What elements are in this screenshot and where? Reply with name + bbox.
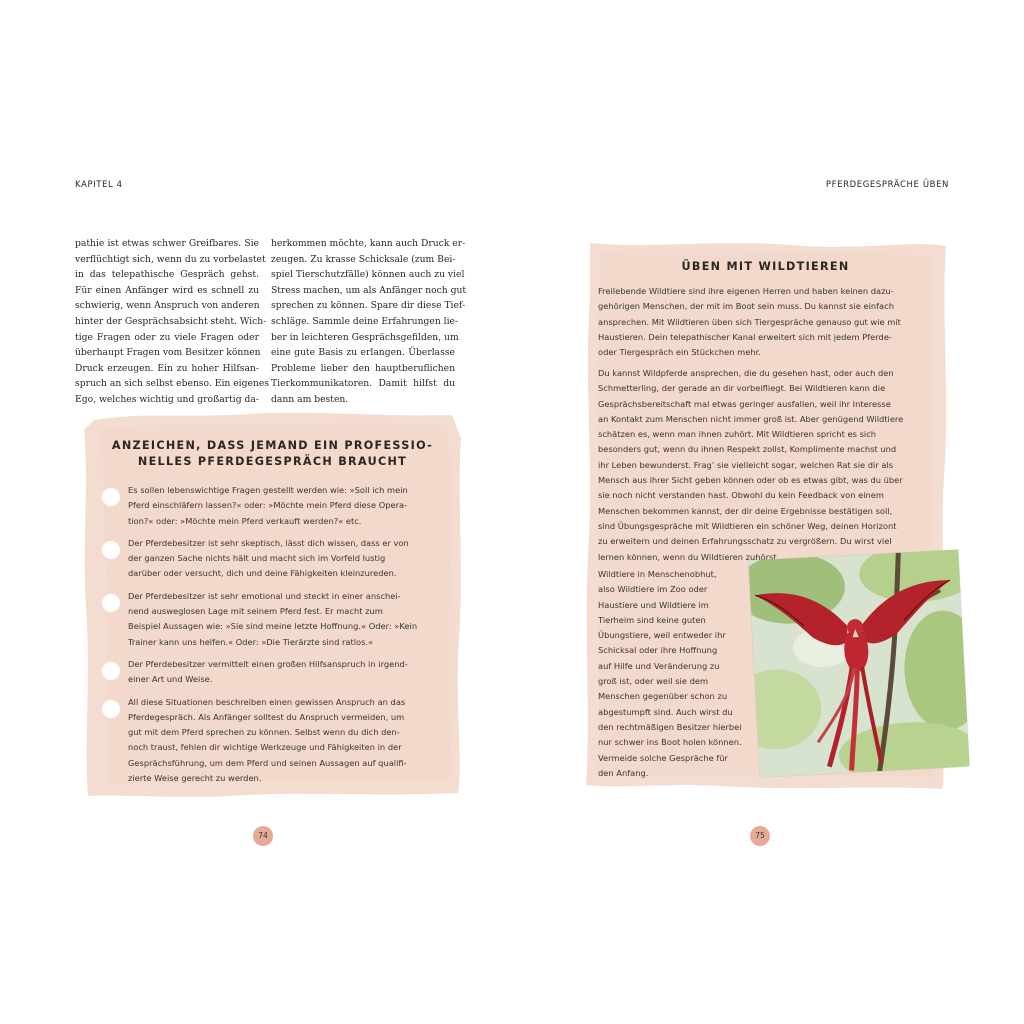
paragraph-2 <box>598 366 938 565</box>
box-title-line-2: NELLES PFERDEGESPRÄCH BRAUCHT <box>137 455 408 468</box>
text-line: hinter der Gesprächsabsicht steht. Wich- <box>75 315 267 327</box>
text-line: den Anfang. <box>598 767 649 778</box>
text-line: zeugen. Zu krasse Schicksale (zum Bei- <box>271 253 456 265</box>
text-line: All diese Situationen beschreiben einen gewissen Anspruch an das <box>128 696 406 707</box>
text-line: ihr Leben bewunderst. Frag’ sie vielleicht sogar, welchen Rat sie dir als <box>598 459 894 470</box>
text-line: Tierkommunikatoren. Damit hilfst du <box>271 378 455 390</box>
text-line: an Kontakt zum Menschen nicht immer groß ist. Aber genügend Wildtiere <box>598 413 904 424</box>
text-line: Übungstiere, weil entweder ihr <box>598 630 726 641</box>
page-number-right: 75 <box>750 826 770 846</box>
text-line: sprechen zu können. Spare dir diese Tief- <box>271 300 466 312</box>
text-line: gut mit dem Pferd sprechen zu können. Selbst wenn du dich den- <box>128 727 400 738</box>
page-number-left: 74 <box>253 826 273 846</box>
text-line: zu erweitern und deinen Erfahrungsschatz zu vergrößern. Du wirst viel <box>598 536 892 547</box>
text-line: nur schwer ins Boot holen können. <box>598 737 742 748</box>
circle-bullet-icon <box>102 700 120 718</box>
text-line: Beispiel Aussagen wie: »Sie sind meine letzte Hoffnung.« Oder: »Kein <box>128 621 418 632</box>
text-line: tion?« oder: »Möchte mein Pferd verkauft werden?« etc. <box>128 515 362 526</box>
text-line: spruch an sich selbst ebenso. Ein eigenes <box>75 378 269 390</box>
checklist-item <box>102 536 452 582</box>
checklist-item <box>102 589 452 650</box>
text-line: Du kannst Wildpferde ansprechen, die du gesehen hast, oder auch den <box>598 368 894 378</box>
text-line: Vermeide solche Gespräche für <box>598 752 728 763</box>
text-line: einer Art und Weise. <box>128 674 213 685</box>
red-parrot-photo <box>748 550 969 778</box>
checklist <box>102 483 452 793</box>
checklist-item <box>102 657 452 688</box>
text-line: Gesprächsführung, um dem Pferd und seinen Aussagen auf qualifi- <box>128 757 407 768</box>
text-line: Der Pferdebesitzer ist sehr skeptisch, lässt dich wissen, dass er von <box>128 537 409 548</box>
text-line: Menschen gegenüber schon zu <box>598 691 728 702</box>
text-line: noch traust, fehlen dir wichtige Werkzeuge und Fähigkeiten in der <box>128 742 402 753</box>
text-line: zierte Weise gerecht zu werden. <box>128 773 262 784</box>
professional-conversation-box <box>80 408 465 800</box>
text-line: tige Fragen oder zu viele Fragen oder <box>75 331 259 343</box>
text-line: Freilebende Wildtiere sind ihre eigenen Herren und haben keinen dazu- <box>598 286 894 296</box>
text-line: dann am besten. <box>271 393 349 405</box>
circle-bullet-icon <box>102 594 120 612</box>
checklist-item <box>102 483 452 529</box>
text-line: nend ausweglosen Lage mit seinem Pferd fest. Er macht zum <box>128 606 383 617</box>
text-line: den rechtmäßigen Besitzer hierbei <box>598 721 742 732</box>
text-line: Gesprächsbereitschaft mal etwas geringer ausfallen, weil ihr Interesse <box>598 398 891 409</box>
text-line: Der Pferdebesitzer ist sehr emotional und steckt in einer anschei- <box>128 590 401 601</box>
checklist-item <box>102 695 452 787</box>
text-line: Der Pferdebesitzer vermittelt einen großen Hilfsanspruch in irgend- <box>128 658 408 669</box>
text-line: gehörigen Menschen, der mit im Boot sein muss. Du kannst sie einfach <box>598 301 894 312</box>
box-title-line-1: ANZEICHEN, DASS JEMAND EIN PROFESSIO- <box>111 439 434 452</box>
text-line: ansprechen. Mit Wildtieren üben sich Tiergespräche genauso gut wie mit <box>598 316 901 327</box>
text-line: eine gute Basis zu erlangen. Überlasse <box>271 347 455 359</box>
text-line: lernen können, wenn du Wildtieren zuhörst. <box>598 551 780 562</box>
text-line: Schicksal oder ihre Hoffnung <box>598 645 718 656</box>
text-line: Pferdegespräch. Als Anfänger solltest du Anspruch vermeiden, um <box>128 711 405 722</box>
text-line: Menschen bekommen kannst, der dir deine Ergebnisse bestätigen soll, <box>598 505 893 516</box>
paragraph-1 <box>598 284 938 360</box>
text-line: spiel Tierschutzfälle) können auch zu viel <box>271 269 465 281</box>
text-line: Haustiere und Wildtiere im <box>598 599 709 610</box>
text-line: überhaupt Fragen vom Besitzer können <box>75 347 261 359</box>
text-line: Haustieren. Dein telepathischer Kanal erweitert sich mit jedem Pferde- <box>598 331 892 342</box>
text-line: also Wildtiere im Zoo oder <box>598 584 708 595</box>
text-line: besonders gut, wenn du ihnen Respekt zollst, Komplimente machst und <box>598 444 897 455</box>
text-line: Pferd einschläfern lassen?« oder: »Möchte mein Pferd diese Opera- <box>128 500 408 511</box>
text-line: Es sollen lebenswichtige Fragen gestellt werden wie: »Soll ich mein <box>128 485 408 495</box>
text-line: Stress machen, um als Anfänger noch gut <box>271 284 467 296</box>
text-line: Wildtiere in Menschenobhut, <box>598 569 717 579</box>
text-line: Tierheim sind keine guten <box>598 614 706 625</box>
text-line: verflüchtigt sich, wenn du zu vorbelastet <box>75 253 266 265</box>
text-line: der ganzen Sache nichts hält und macht sich im Vorfeld lustig <box>128 553 386 564</box>
text-line: sie noch nicht verstanden hast. Obwohl du kein Feedback von einem <box>598 490 884 501</box>
text-line: schätzen es, wenn man ihnen zuhört. Mit Wildtieren spricht es sich <box>598 429 877 440</box>
circle-bullet-icon <box>102 541 120 559</box>
text-line: herkommen möchte, kann auch Druck er- <box>271 238 466 249</box>
text-line: Trainer kann uns helfen.« Oder: »Die Tierärzte sind ratlos.« <box>128 636 374 647</box>
text-line: oder Tiergespräch ein Stückchen mehr. <box>598 347 761 358</box>
box-title <box>80 438 465 470</box>
text-line: abgestumpft sind. Auch wirst du <box>598 706 733 717</box>
circle-bullet-icon <box>102 662 120 680</box>
text-line: darüber oder versucht, dich und deine Fähigkeiten kleinzureden. <box>128 568 397 579</box>
text-line: auf Hilfe und Veränderung zu <box>598 660 720 671</box>
text-line: sind Übungsgespräche mit Wildtieren ein schöner Weg, deinen Horizont <box>598 520 897 531</box>
text-line: Druck erzeugen. Ein zu hoher Hilfsan- <box>75 362 259 374</box>
text-line: pathie ist etwas schwer Greifbares. Sie <box>75 238 259 249</box>
body-column-1 <box>75 236 269 408</box>
body-column-2 <box>271 236 467 408</box>
text-line: Mensch aus ihrer Sicht geben können oder ob es etwas gibt, was du über <box>598 475 903 486</box>
text-line: groß ist, oder weil sie dem <box>598 676 709 687</box>
text-line: Ego, welches wichtig und großartig da- <box>75 393 259 405</box>
text-line: in das telepathische Gespräch gehst. <box>75 269 259 281</box>
text-line: schläge. Sammle deine Erfahrungen lie- <box>271 315 459 327</box>
text-line: schwierig, wenn Anspruch von anderen <box>75 300 260 312</box>
text-line: Schmetterling, der gerade an dir vorbeifliegt. Bei Wildtieren kann die <box>598 383 886 394</box>
text-line: ber in leichteren Gesprächsgefilden, um <box>271 331 459 343</box>
box-title: ÜBEN MIT WILDTIEREN <box>681 260 850 273</box>
running-head-right: PFERDEGESPRÄCHE ÜBEN <box>825 180 949 190</box>
text-line: Probleme lieber den hauptberuflichen <box>271 362 455 374</box>
circle-bullet-icon <box>102 488 120 506</box>
running-head-left: KAPITEL 4 <box>75 180 123 190</box>
text-line: Für einen Anfänger wird es schnell zu <box>75 284 259 296</box>
